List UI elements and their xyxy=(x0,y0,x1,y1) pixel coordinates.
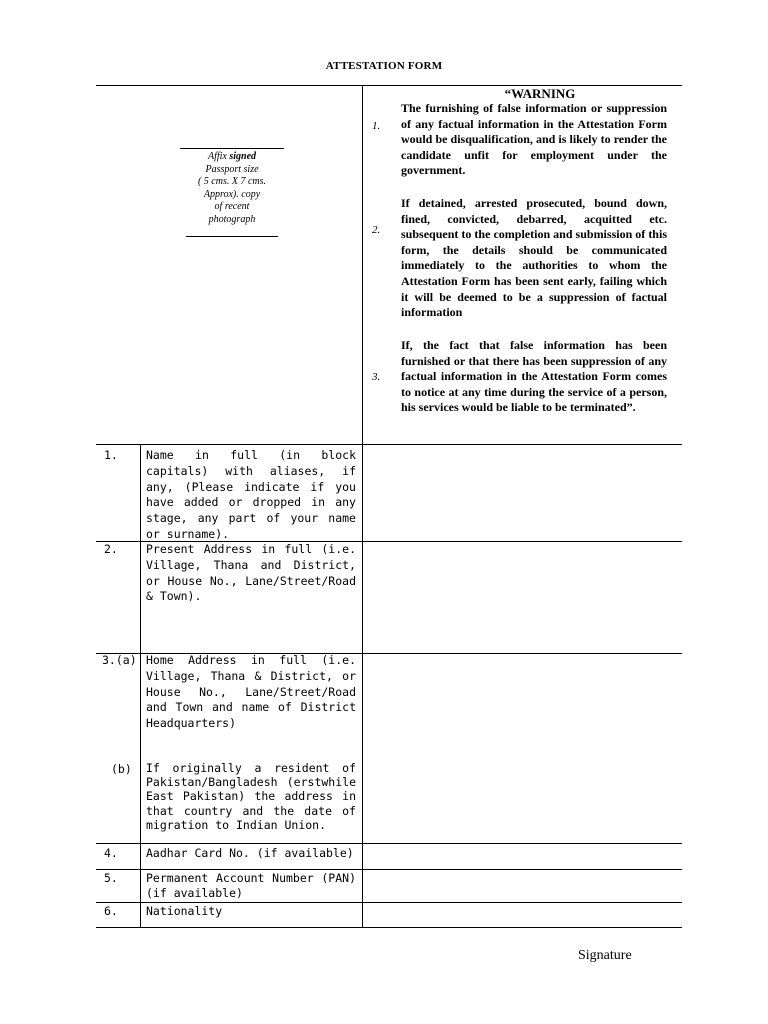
photo-rule-bottom xyxy=(186,236,278,237)
warning-text: The furnishing of false information or suppression of any factual information in the Attestation Form would be disqualification, and is likely to render the candidate unfit for employment under the government. xyxy=(401,101,667,178)
photo-line: Passport size xyxy=(205,163,259,175)
photo-signed: signed xyxy=(229,151,257,162)
warning-text: If, the fact that false information has been furnished or that there has been suppression of any factual information in the Attestation Form comes to notice at any time during the service of a person, his services would be liable to be terminated”. xyxy=(401,338,667,415)
photo-line: photograph xyxy=(208,213,256,225)
row-number: 1. xyxy=(104,448,118,462)
row-number: 3.(a) xyxy=(102,653,137,667)
page-title: ATTESTATION FORM xyxy=(325,60,443,72)
row-label: Present Address in full (i.e. Village, Thana and District, or House No., Lane/Street/Road & Town). xyxy=(146,542,356,604)
row-label: Permanent Account Number (PAN) (if available) xyxy=(146,871,356,900)
row-label: Home Address in full (i.e. Village, Thana & District, or House No., Lane/Street/Road and Town and name of District Headquarters) xyxy=(146,653,356,731)
row-divider xyxy=(96,902,682,903)
row-label: Name in full (in block capitals) with aliases, if any, (Please indicate if you have added or dropped in any stage, any part of your name or surname). xyxy=(146,448,356,541)
row-number: 4. xyxy=(104,846,118,860)
warning-number: 2. xyxy=(372,224,381,236)
table-bottom-border xyxy=(96,927,682,928)
row-label: Nationality xyxy=(146,904,223,918)
row-number: 5. xyxy=(104,871,118,885)
photo-affix: Affix xyxy=(207,151,227,162)
row-divider xyxy=(96,444,682,445)
photo-line: ( 5 cms. X 7 cms. xyxy=(197,176,267,188)
row-label: If originally a resident of Pakistan/Bangladesh (erstwhile East Pakistan) the address in that country and the date of migration to Indian Union. xyxy=(146,761,356,832)
row-divider xyxy=(96,843,682,844)
row-number: (b) xyxy=(111,762,132,776)
row-label: Aadhar Card No. (if available) xyxy=(146,846,354,860)
warning-number: 3. xyxy=(372,371,381,383)
photo-placeholder xyxy=(178,148,286,237)
warning-number: 1. xyxy=(372,120,381,132)
signature-label: Signature xyxy=(578,948,632,963)
photo-line: of recent xyxy=(214,201,250,213)
row-divider xyxy=(96,869,682,870)
row-number: 6. xyxy=(104,904,118,918)
column-divider xyxy=(140,444,141,927)
warning-title: “WARNING xyxy=(504,86,576,101)
photo-line: Approx). copy xyxy=(203,188,261,200)
photo-rule-top xyxy=(180,148,284,149)
row-number: 2. xyxy=(104,542,118,556)
column-divider xyxy=(362,85,363,927)
warning-text: If detained, arrested prosecuted, bound down, fined, convicted, debarred, acquitted etc. subsequent to the completion and submission of this form, the details should be communicated immediately to the authorities to whom the Attestation Form has been sent early, failing which it will be deemed to be a suppression of factual information xyxy=(401,196,667,320)
